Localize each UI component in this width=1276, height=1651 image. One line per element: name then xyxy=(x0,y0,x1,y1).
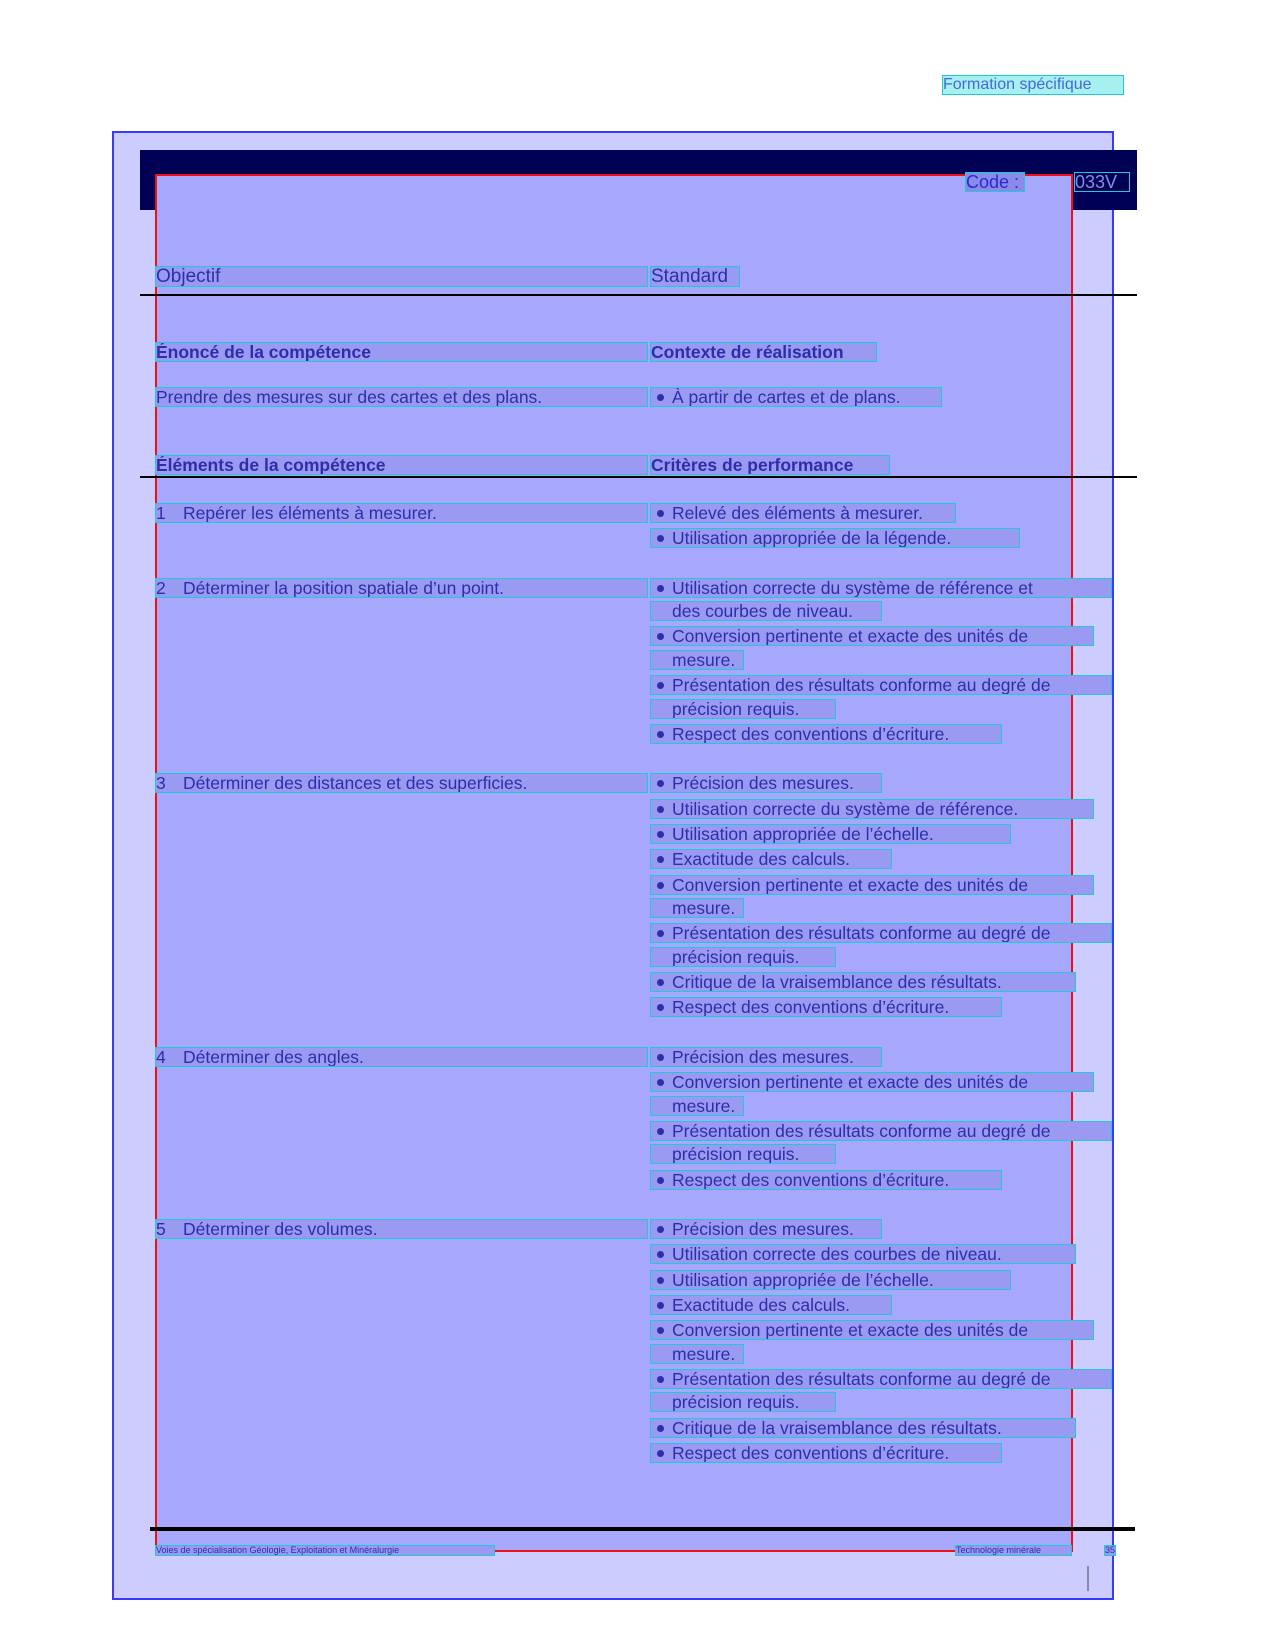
criterion-text: Utilisation appropriée de la légende. xyxy=(672,528,952,549)
bullet-icon xyxy=(657,1128,664,1135)
criterion-text: Présentation des résultats conforme au degré de xyxy=(672,1120,1051,1141)
element-text: Déterminer des volumes. xyxy=(183,1218,378,1239)
bullet-icon xyxy=(657,731,664,738)
criterion-item xyxy=(650,578,1112,598)
bullet-icon xyxy=(657,806,664,813)
bullet-icon xyxy=(657,633,664,640)
criterion-item xyxy=(650,528,1020,548)
standard-heading: Standard xyxy=(650,266,740,287)
criterion-text: Relevé des éléments à mesurer. xyxy=(672,503,923,523)
criterion-text: mesure. xyxy=(672,898,736,918)
divider-top xyxy=(140,294,1137,296)
bullet-icon xyxy=(657,1425,664,1432)
criterion-item xyxy=(650,875,1094,895)
bullet-icon xyxy=(657,1079,664,1086)
criterion-item xyxy=(650,626,1094,646)
competency-sheet xyxy=(155,174,1073,1552)
footer-rule xyxy=(150,1527,1135,1531)
criterion-item xyxy=(650,972,1076,992)
criterion-item xyxy=(650,1170,1002,1190)
bullet-icon xyxy=(657,510,664,517)
divider-columns xyxy=(140,476,1137,478)
element-number: 4 xyxy=(156,1046,166,1067)
criterion-text: Critique de la vraisemblance des résultats. xyxy=(672,972,1002,993)
element-number: 5 xyxy=(156,1218,166,1239)
footer-page-number: 35 xyxy=(1105,1545,1116,1555)
criterion-continuation xyxy=(650,898,744,918)
objective-heading: Objectif xyxy=(155,266,648,287)
criterion-text: Utilisation appropriée de l’échelle. xyxy=(672,823,934,844)
element-number: 2 xyxy=(156,577,166,598)
bullet-icon xyxy=(657,831,664,838)
page-edge-mark xyxy=(1087,1566,1089,1591)
criterion-text: Utilisation correcte des courbes de niveau. xyxy=(672,1244,1002,1265)
bullet-icon xyxy=(657,1327,664,1334)
criterion-text: précision requis. xyxy=(672,946,800,967)
criterion-text: Respect des conventions d’écriture. xyxy=(672,724,950,744)
criterion-text: mesure. xyxy=(672,1343,736,1364)
criterion-item xyxy=(650,824,1011,844)
criterion-item xyxy=(650,997,1002,1017)
bullet-icon xyxy=(657,682,664,689)
element-number: 1 xyxy=(156,503,166,523)
footer-trade: Technologie minérale xyxy=(955,1545,1072,1556)
element-text: Déterminer des angles. xyxy=(183,1046,364,1067)
header-section-label: Formation spécifique xyxy=(942,75,1124,95)
criterion-text: Critique de la vraisemblance des résultats. xyxy=(672,1417,1002,1438)
competency-statement-heading: Énoncé de la compétence xyxy=(155,342,648,362)
element-text: Déterminer la position spatiale d’un point. xyxy=(183,577,505,598)
bullet-icon xyxy=(657,1177,664,1184)
context-heading: Contexte de réalisation xyxy=(650,342,877,362)
bullet-icon xyxy=(657,780,664,787)
criterion-item xyxy=(650,849,892,869)
element-text: Déterminer des distances et des superficies. xyxy=(183,773,528,794)
element-row xyxy=(155,1219,648,1239)
criterion-text: Conversion pertinente et exacte des unités de xyxy=(672,874,1029,895)
footer-program: Voies de spécialisation Géologie, Exploitation et Minéralurgie xyxy=(155,1545,495,1556)
criterion-text: Respect des conventions d’écriture. xyxy=(672,1169,950,1190)
bullet-icon xyxy=(657,1004,664,1011)
element-number: 3 xyxy=(156,773,166,794)
context-item-text: À partir de cartes et de plans. xyxy=(672,387,901,407)
criterion-item xyxy=(650,1219,882,1239)
criterion-text: mesure. xyxy=(672,1095,736,1116)
criterion-continuation xyxy=(650,699,836,719)
criterion-text: Présentation des résultats conforme au degré de xyxy=(672,1368,1051,1389)
code-value: 033V xyxy=(1074,172,1130,192)
bullet-icon xyxy=(657,1302,664,1309)
criterion-text: Précision des mesures. xyxy=(672,1046,854,1067)
bullet-icon xyxy=(657,1376,664,1383)
bullet-icon xyxy=(657,1277,664,1284)
criterion-item xyxy=(650,1121,1112,1141)
criterion-continuation xyxy=(650,1096,744,1116)
criterion-item xyxy=(650,1418,1076,1438)
element-row xyxy=(155,773,648,793)
criterion-text: Respect des conventions d’écriture. xyxy=(672,1443,950,1463)
criterion-item xyxy=(650,773,882,793)
bullet-icon xyxy=(657,856,664,863)
criteria-heading: Critères de performance xyxy=(650,455,890,475)
criterion-item xyxy=(650,1295,892,1315)
criterion-text: Utilisation correcte du système de référence. xyxy=(672,798,1019,819)
criterion-item xyxy=(650,675,1112,695)
bullet-icon xyxy=(657,535,664,542)
criterion-text: Conversion pertinente et exacte des unités de xyxy=(672,1072,1029,1092)
bullet-icon xyxy=(657,882,664,889)
criterion-item xyxy=(650,1270,1011,1290)
bullet-icon xyxy=(657,394,664,401)
criterion-text: Conversion pertinente et exacte des unités de xyxy=(672,626,1029,647)
criterion-item xyxy=(650,1443,1002,1463)
criterion-item xyxy=(650,724,1002,744)
criterion-text: Respect des conventions d’écriture. xyxy=(672,997,950,1018)
criterion-continuation xyxy=(650,1144,836,1164)
criterion-item xyxy=(650,799,1094,819)
criterion-item xyxy=(650,1320,1094,1340)
element-row xyxy=(155,1047,648,1067)
bullet-icon xyxy=(657,1054,664,1061)
criterion-text: Présentation des résultats conforme au degré de xyxy=(672,675,1051,696)
bullet-icon xyxy=(657,979,664,986)
criterion-text: Conversion pertinente et exacte des unités de xyxy=(672,1320,1029,1341)
criterion-text: des courbes de niveau. xyxy=(672,601,853,622)
criterion-continuation xyxy=(650,1344,744,1364)
criterion-continuation xyxy=(650,650,744,670)
criterion-item xyxy=(650,1047,882,1067)
criterion-continuation xyxy=(650,601,882,621)
criterion-text: Précision des mesures. xyxy=(672,1218,854,1239)
code-label: Code : xyxy=(965,172,1025,192)
element-row xyxy=(155,578,648,598)
criterion-text: mesure. xyxy=(672,649,736,670)
competency-statement: Prendre des mesures sur des cartes et des plans. xyxy=(155,387,648,407)
criterion-text: Utilisation appropriée de l’échelle. xyxy=(672,1269,934,1290)
criterion-text: précision requis. xyxy=(672,698,800,719)
element-row xyxy=(155,503,648,523)
bullet-icon xyxy=(657,1251,664,1258)
criterion-item xyxy=(650,1244,1076,1264)
criterion-item xyxy=(650,503,956,523)
bullet-icon xyxy=(657,1450,664,1457)
bullet-icon xyxy=(657,1226,664,1233)
criterion-text: Exactitude des calculs. xyxy=(672,849,851,870)
criterion-text: précision requis. xyxy=(672,1392,800,1413)
bullet-icon xyxy=(657,930,664,937)
context-item xyxy=(650,387,942,407)
criterion-text: Exactitude des calculs. xyxy=(672,1294,851,1315)
criterion-item xyxy=(650,923,1112,943)
criterion-continuation xyxy=(650,947,836,967)
criterion-text: précision requis. xyxy=(672,1144,800,1165)
criterion-continuation xyxy=(650,1392,836,1412)
criterion-item xyxy=(650,1072,1094,1092)
criterion-text: Présentation des résultats conforme au degré de xyxy=(672,923,1051,944)
competency-elements-heading: Éléments de la compétence xyxy=(155,455,648,475)
criterion-text: Précision des mesures. xyxy=(672,773,854,794)
element-text: Repérer les éléments à mesurer. xyxy=(183,503,437,523)
bullet-icon xyxy=(657,585,664,592)
criterion-text: Utilisation correcte du système de référence et xyxy=(672,577,1033,598)
criterion-item xyxy=(650,1369,1112,1389)
